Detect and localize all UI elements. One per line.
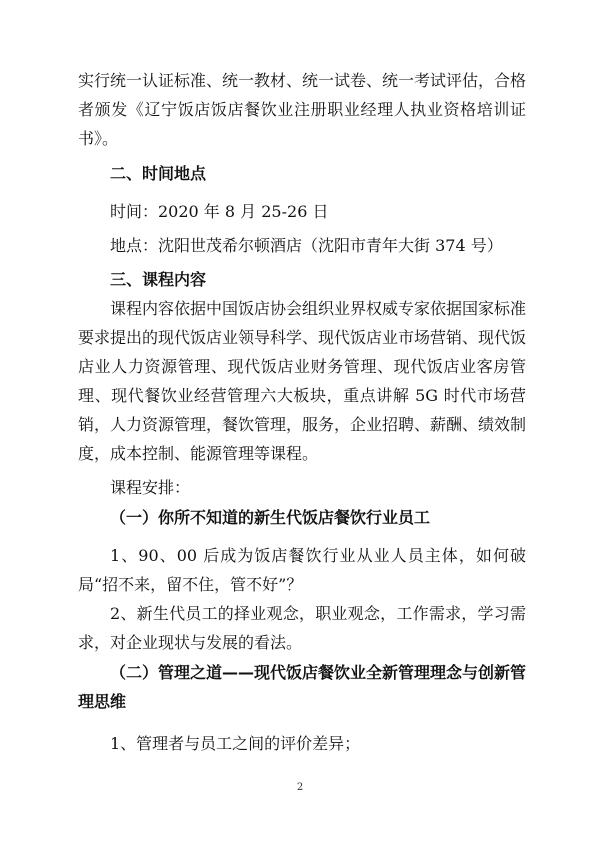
time-line: 时间：2020 年 8 月 25-26 日 [110, 202, 329, 221]
paragraph-course-content: 课程内容依据中国饭店协会组织业界权威专家依据国家标准要求提出的现代饭店业领导科学、现代饭店业市场营销、现代饭店业人力资源管理、现代饭店业财务管理、现代饭店业客房管理、现代餐饮业经营管理六大板块，重点讲解 5G 时代市场营销，人力资源管理，餐饮管理，服务，企业招聘、薪酬、绩效制度，成本控制、能源管理等课程。 [78, 299, 527, 463]
schedule-label: 课程安排： [110, 478, 191, 497]
list-item-3: 1、管理者与员工之间的评价差异； [110, 734, 361, 753]
list-item-1: 1、90、00 后成为饭店餐饮行业从业人员主体，如何破局“招不来，留不住，管不好”？ [78, 546, 526, 594]
heading-time-location: 二、时间地点 [110, 164, 207, 183]
page-number: 2 [296, 782, 304, 793]
heading-course-content: 三、课程内容 [110, 270, 207, 289]
paragraph-certification: 实行统一认证标准、统一教材、统一试卷、统一考试评估，合格者颁发《辽宁饭店饭店餐饮业注册职业经理人执业资格培训证书》。 [78, 71, 527, 148]
subheading-section-2: （二）管理之道——现代饭店餐饮业全新管理理念与创新管理思维 [78, 663, 527, 711]
location-line: 地点：沈阳世茂希尔顿酒店（沈阳市青年大街 374 号） [110, 236, 503, 255]
subheading-section-1: （一）你所不知道的新生代饭店餐饮行业员工 [110, 508, 431, 527]
list-item-2: 2、新生代员工的择业观念，职业观念，工作需求，学习需求，对企业现状与发展的看法。 [78, 604, 526, 652]
